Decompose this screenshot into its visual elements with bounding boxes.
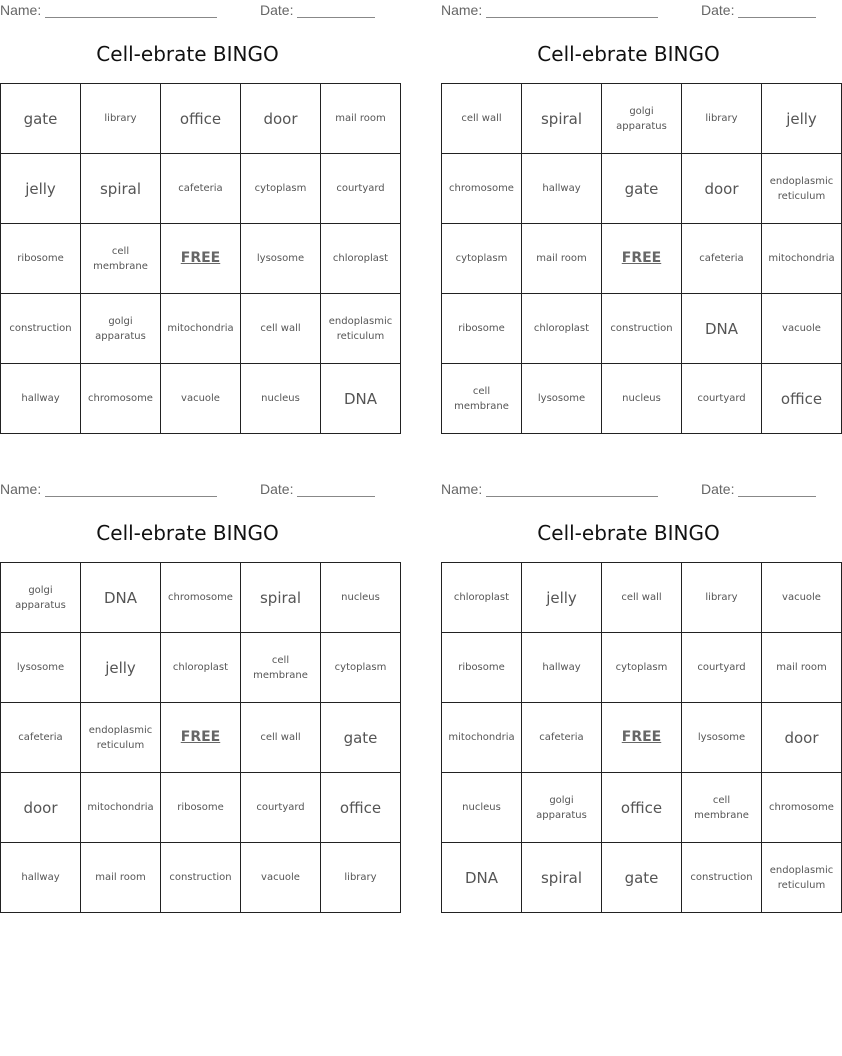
name-date-row — [0, 2, 375, 20]
bingo-cell: office — [602, 773, 682, 843]
bingo-cell: construction — [602, 294, 682, 364]
bingo-cell: mail room — [522, 224, 602, 294]
bingo-cell: chromosome — [762, 773, 842, 843]
card-title: Cell-ebrate BINGO — [537, 42, 720, 66]
name-date-row — [441, 2, 816, 20]
bingo-cell: courtyard — [241, 773, 321, 843]
bingo-grid — [441, 83, 842, 434]
free-space-cell: FREE — [602, 703, 682, 773]
free-space-cell: FREE — [161, 703, 241, 773]
bingo-cell: chromosome — [442, 154, 522, 224]
bingo-cell: vacuole — [762, 563, 842, 633]
bingo-cell: mail room — [762, 633, 842, 703]
bingo-grid — [0, 83, 401, 434]
bingo-row — [442, 843, 842, 913]
bingo-cell: vacuole — [762, 294, 842, 364]
bingo-cell: DNA — [321, 364, 401, 434]
bingo-card-3 — [0, 479, 387, 919]
bingo-cell: ribosome — [161, 773, 241, 843]
date-label: Date: — [260, 481, 294, 497]
bingo-cell: golgi apparatus — [81, 294, 161, 364]
bingo-card-4 — [441, 479, 834, 919]
bingo-cell: nucleus — [602, 364, 682, 434]
date-label: Date: — [260, 2, 294, 18]
bingo-cell: library — [682, 563, 762, 633]
bingo-row — [442, 773, 842, 843]
bingo-cell: hallway — [1, 364, 81, 434]
bingo-cell: spiral — [81, 154, 161, 224]
name-blank-line — [45, 17, 217, 18]
bingo-row — [442, 84, 842, 154]
bingo-cell: chromosome — [81, 364, 161, 434]
bingo-cell: chloroplast — [321, 224, 401, 294]
bingo-cell: chloroplast — [442, 563, 522, 633]
bingo-cell: cytoplasm — [442, 224, 522, 294]
bingo-cell: endoplasmic reticulum — [762, 154, 842, 224]
bingo-row — [1, 563, 401, 633]
bingo-cell: cytoplasm — [321, 633, 401, 703]
bingo-cell: gate — [1, 84, 81, 154]
bingo-row — [1, 84, 401, 154]
bingo-row — [442, 633, 842, 703]
bingo-cell: chromosome — [161, 563, 241, 633]
bingo-cell: cell membrane — [442, 364, 522, 434]
name-blank-line — [45, 496, 217, 497]
name-label: Name: — [441, 481, 483, 497]
bingo-cell: door — [241, 84, 321, 154]
bingo-cell: ribosome — [1, 224, 81, 294]
bingo-cell: cafeteria — [161, 154, 241, 224]
bingo-cell: construction — [161, 843, 241, 913]
bingo-row — [1, 364, 401, 434]
bingo-row — [1, 294, 401, 364]
bingo-cell: library — [321, 843, 401, 913]
bingo-cell: cafeteria — [522, 703, 602, 773]
bingo-cell: cafeteria — [1, 703, 81, 773]
bingo-cell: golgi apparatus — [522, 773, 602, 843]
bingo-cell: hallway — [522, 154, 602, 224]
bingo-cell: jelly — [81, 633, 161, 703]
bingo-cell: construction — [682, 843, 762, 913]
bingo-cell: chloroplast — [522, 294, 602, 364]
bingo-cell: gate — [602, 843, 682, 913]
bingo-cell: cytoplasm — [241, 154, 321, 224]
name-date-row — [0, 481, 375, 499]
bingo-cell: mitochondria — [81, 773, 161, 843]
bingo-cell: vacuole — [161, 364, 241, 434]
bingo-card-1 — [0, 0, 393, 440]
name-label: Name: — [0, 2, 42, 18]
bingo-row — [1, 633, 401, 703]
bingo-cell: courtyard — [682, 633, 762, 703]
bingo-cell: library — [81, 84, 161, 154]
bingo-cell: DNA — [81, 563, 161, 633]
bingo-cell: endoplasmic reticulum — [762, 843, 842, 913]
bingo-cell: cafeteria — [682, 224, 762, 294]
name-blank-line — [486, 496, 658, 497]
bingo-cell: spiral — [522, 843, 602, 913]
bingo-cell: door — [682, 154, 762, 224]
bingo-cell: mitochondria — [762, 224, 842, 294]
bingo-cell: cell wall — [602, 563, 682, 633]
bingo-cell: door — [762, 703, 842, 773]
bingo-cell: chloroplast — [161, 633, 241, 703]
bingo-cell: office — [321, 773, 401, 843]
bingo-cell: jelly — [762, 84, 842, 154]
bingo-cell: gate — [321, 703, 401, 773]
bingo-row — [442, 154, 842, 224]
bingo-cell: cytoplasm — [602, 633, 682, 703]
bingo-card-2 — [441, 0, 835, 440]
bingo-cell: golgi apparatus — [602, 84, 682, 154]
bingo-cell: jelly — [522, 563, 602, 633]
bingo-cell: cell wall — [241, 703, 321, 773]
bingo-cell: ribosome — [442, 633, 522, 703]
bingo-cell: cell wall — [241, 294, 321, 364]
bingo-cell: lysosome — [241, 224, 321, 294]
bingo-row — [1, 703, 401, 773]
free-space-cell: FREE — [602, 224, 682, 294]
bingo-cell: hallway — [522, 633, 602, 703]
bingo-row — [1, 843, 401, 913]
bingo-cell: nucleus — [442, 773, 522, 843]
date-label: Date: — [701, 481, 735, 497]
bingo-cell: hallway — [1, 843, 81, 913]
bingo-row — [442, 364, 842, 434]
bingo-cell: construction — [1, 294, 81, 364]
card-title: Cell-ebrate BINGO — [96, 521, 279, 545]
bingo-cell: ribosome — [442, 294, 522, 364]
bingo-cell: lysosome — [522, 364, 602, 434]
card-title: Cell-ebrate BINGO — [537, 521, 720, 545]
card-title: Cell-ebrate BINGO — [96, 42, 279, 66]
bingo-row — [1, 224, 401, 294]
bingo-grid — [441, 562, 842, 913]
bingo-cell: door — [1, 773, 81, 843]
bingo-cell: mail room — [321, 84, 401, 154]
bingo-cell: cell membrane — [241, 633, 321, 703]
bingo-cell: endoplasmic reticulum — [81, 703, 161, 773]
bingo-cell: nucleus — [321, 563, 401, 633]
bingo-cell: office — [762, 364, 842, 434]
bingo-cell: spiral — [241, 563, 321, 633]
date-blank-line — [297, 496, 375, 497]
bingo-cell: DNA — [682, 294, 762, 364]
bingo-row — [1, 773, 401, 843]
bingo-cell: cell membrane — [81, 224, 161, 294]
bingo-cell: lysosome — [682, 703, 762, 773]
name-date-row — [441, 481, 816, 499]
name-blank-line — [486, 17, 658, 18]
bingo-grid — [0, 562, 401, 913]
bingo-row — [442, 563, 842, 633]
bingo-cell: golgi apparatus — [1, 563, 81, 633]
bingo-cell: cell wall — [442, 84, 522, 154]
bingo-row — [442, 703, 842, 773]
bingo-row — [1, 154, 401, 224]
bingo-cell: mitochondria — [161, 294, 241, 364]
bingo-cell: lysosome — [1, 633, 81, 703]
free-space-cell: FREE — [161, 224, 241, 294]
date-blank-line — [738, 496, 816, 497]
bingo-cell: mitochondria — [442, 703, 522, 773]
date-blank-line — [738, 17, 816, 18]
bingo-cell: cell membrane — [682, 773, 762, 843]
bingo-cell: spiral — [522, 84, 602, 154]
bingo-cell: endoplasmic reticulum — [321, 294, 401, 364]
bingo-cell: courtyard — [321, 154, 401, 224]
bingo-cell: vacuole — [241, 843, 321, 913]
bingo-cell: gate — [602, 154, 682, 224]
bingo-cell: courtyard — [682, 364, 762, 434]
bingo-cell: library — [682, 84, 762, 154]
date-label: Date: — [701, 2, 735, 18]
name-label: Name: — [0, 481, 42, 497]
date-blank-line — [297, 17, 375, 18]
name-label: Name: — [441, 2, 483, 18]
bingo-cell: nucleus — [241, 364, 321, 434]
bingo-cell: DNA — [442, 843, 522, 913]
bingo-cell: jelly — [1, 154, 81, 224]
bingo-cell: office — [161, 84, 241, 154]
bingo-row — [442, 224, 842, 294]
bingo-row — [442, 294, 842, 364]
bingo-cell: mail room — [81, 843, 161, 913]
